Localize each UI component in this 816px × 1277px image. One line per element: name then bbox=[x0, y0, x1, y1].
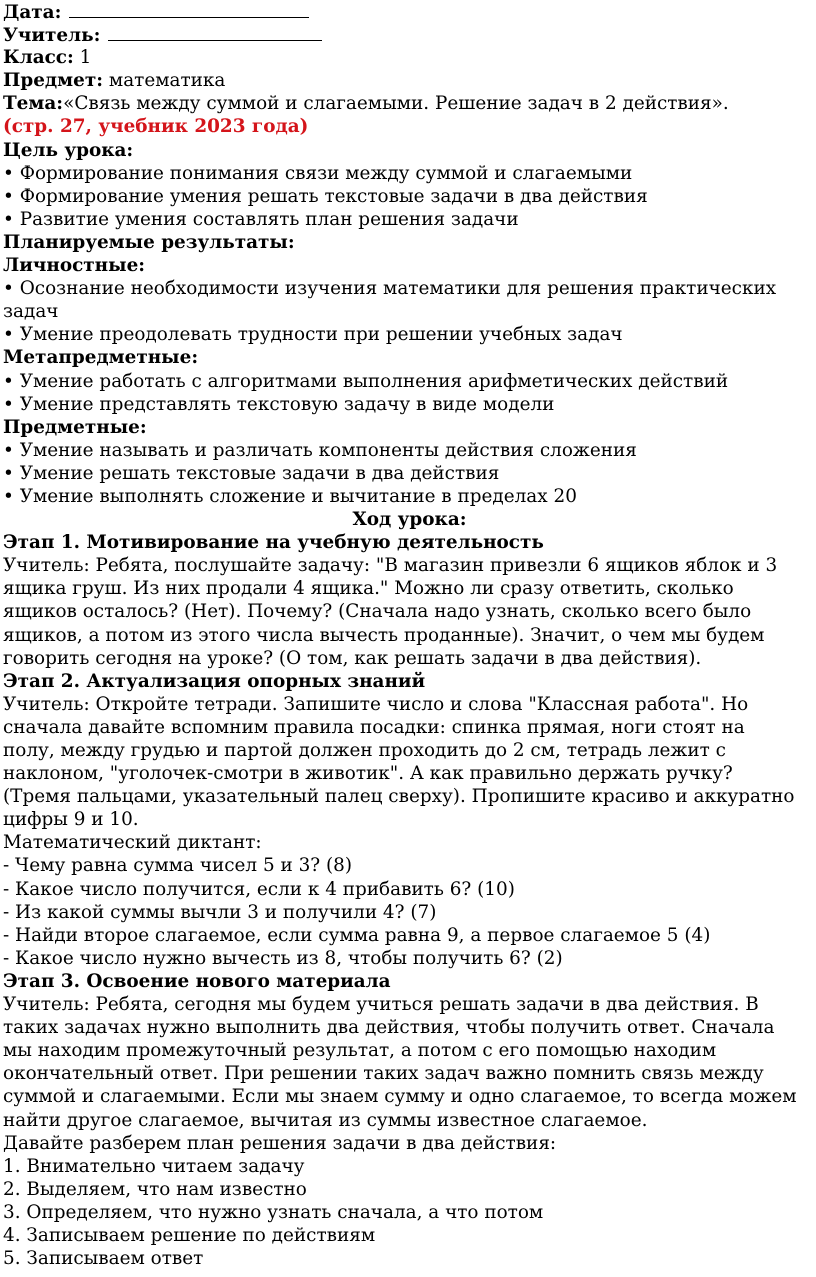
dictation-item: - Из какой суммы вычли 3 и получили 4? (7) bbox=[3, 901, 437, 923]
plan-step: 5. Записываем ответ bbox=[3, 1248, 204, 1270]
subject-result-line: • Умение решать текстовые задачи в два действия bbox=[3, 462, 500, 484]
date-blank-line bbox=[69, 0, 309, 18]
dictation-item: - Найди второе слагаемое, если сумма равна 9, а первое слагаемое 5 (4) bbox=[3, 924, 711, 946]
subject-row bbox=[3, 69, 816, 92]
meta-result-line: • Умение представлять текстовую задачу в виде модели bbox=[3, 393, 555, 415]
stage-3-line: Давайте разберем план решения задачи в два действия: bbox=[3, 1132, 557, 1154]
dictation-item: - Какое число нужно вычесть из 8, чтобы получить 6? (2) bbox=[3, 947, 563, 969]
stage-2-title: Этап 2. Актуализация опорных знаний bbox=[3, 670, 426, 692]
teacher-row bbox=[3, 23, 816, 46]
stage-2-line: наклоном, "уголочек-смотри в животик". А как правильно держать ручку? bbox=[3, 763, 733, 785]
stage-3-line: найти другое слагаемое, вычитая из суммы известное слагаемое. bbox=[3, 1109, 648, 1131]
stage-1-title: Этап 1. Мотивирование на учебную деятельность bbox=[3, 532, 544, 554]
stage-2-line: полу, между грудью и партой должен проходить до 2 см, тетрадь лежит с bbox=[3, 740, 726, 761]
dictation-item: - Чему равна сумма чисел 5 и 3? (8) bbox=[3, 855, 353, 877]
plan-step: 4. Записываем решение по действиям bbox=[3, 1224, 376, 1246]
meta-results-heading: Метапредметные: bbox=[3, 347, 199, 369]
stage-3-title: Этап 3. Освоение нового материала bbox=[3, 970, 391, 992]
plan-step: 2. Выделяем, что нам известно bbox=[3, 1178, 307, 1200]
class-label: Класс: bbox=[3, 47, 74, 69]
subject-result-line: • Умение выполнять сложение и вычитание в пределах 20 bbox=[3, 485, 577, 507]
textbook-reference: (стр. 27, учебник 2023 года) bbox=[3, 116, 309, 138]
goals-heading: Цель урока: bbox=[3, 139, 134, 161]
teacher-blank-line bbox=[108, 23, 322, 41]
goal-item: • Формирование понимания связи между суммой и слагаемыми bbox=[3, 162, 633, 184]
meta-result-line: • Умение работать с алгоритмами выполнения арифметических действий bbox=[3, 370, 729, 392]
stage-1-line: ящика груш. Из них продали 4 ящика." Можно ли сразу ответить, сколько bbox=[3, 578, 734, 600]
stage-2-line: сначала давайте вспомним правила посадки: спинка прямая, ноги стоят на bbox=[3, 716, 745, 738]
personal-result-line: задач bbox=[3, 301, 59, 323]
stage-1-line: говорить сегодня на уроке? (О том, как решать задачи в два действия). bbox=[3, 647, 702, 669]
stage-1-line: ящиков осталось? (Нет). Почему? (Сначала надо узнать, сколько всего было bbox=[3, 601, 752, 623]
stage-2-line: цифры 9 и 10. bbox=[3, 809, 139, 831]
stage-2-line: Математический диктант: bbox=[3, 832, 262, 854]
plan-step: 1. Внимательно читаем задачу bbox=[3, 1155, 305, 1177]
personal-result-line: • Умение преодолевать трудности при решении учебных задач bbox=[3, 324, 623, 346]
topic-row bbox=[3, 92, 816, 115]
stage-3-line: суммой и слагаемыми. Если мы знаем сумму и одно слагаемое, то всегда можем bbox=[3, 1086, 797, 1108]
subject-results-heading: Предметные: bbox=[3, 416, 147, 438]
subject-label: Предмет: bbox=[3, 70, 104, 92]
topic-label: Тема: bbox=[3, 93, 64, 115]
stage-3-line: таких задачах нужно выполнить два действия, чтобы получить ответ. Сначала bbox=[3, 1017, 775, 1039]
dictation-item: - Какое число получится, если к 4 прибавить 6? (10) bbox=[3, 878, 515, 900]
lesson-course-heading: Ход урока: bbox=[352, 509, 467, 531]
plan-step: 3. Определяем, что нужно узнать сначала, а что потом bbox=[3, 1201, 544, 1223]
stage-1-line: Учитель: Ребята, послушайте задачу: "В магазин привезли 6 ящиков яблок и 3 bbox=[3, 555, 778, 577]
stage-1-line: ящиков, а потом из этого числа вычесть проданные). Значит, о чем мы будем bbox=[3, 624, 765, 646]
results-heading: Планируемые результаты: bbox=[3, 231, 295, 253]
class-value: 1 bbox=[79, 47, 92, 69]
stage-3-line: окончательный ответ. При решении таких задач важно помнить связь между bbox=[3, 1063, 764, 1085]
teacher-label: Учитель: bbox=[3, 25, 101, 47]
goal-item: • Развитие умения составлять план решения задачи bbox=[3, 208, 519, 230]
date-label: Дата: bbox=[3, 2, 62, 23]
personal-results-heading: Личностные: bbox=[3, 255, 146, 277]
class-row bbox=[3, 46, 816, 69]
topic-value: «Связь между суммой и слагаемыми. Решение задач в 2 действия». bbox=[63, 93, 729, 115]
stage-3-line: мы находим промежуточный результат, а потом с его помощью находим bbox=[3, 1040, 717, 1062]
stage-2-line: Учитель: Откройте тетради. Запишите число и слова "Классная работа". Но bbox=[3, 693, 749, 715]
date-row bbox=[3, 0, 816, 23]
stage-2-line: (Тремя пальцами, указательный палец сверху). Пропишите красиво и аккуратно bbox=[3, 786, 795, 808]
goal-item: • Формирование умения решать текстовые задачи в два действия bbox=[3, 185, 648, 207]
stage-3-line: Учитель: Ребята, сегодня мы будем учиться решать задачи в два действия. В bbox=[3, 994, 759, 1016]
personal-result-line: • Осознание необходимости изучения математики для решения практических bbox=[3, 278, 777, 300]
subject-result-line: • Умение называть и различать компоненты действия сложения bbox=[3, 439, 637, 461]
subject-value: математика bbox=[108, 70, 226, 92]
